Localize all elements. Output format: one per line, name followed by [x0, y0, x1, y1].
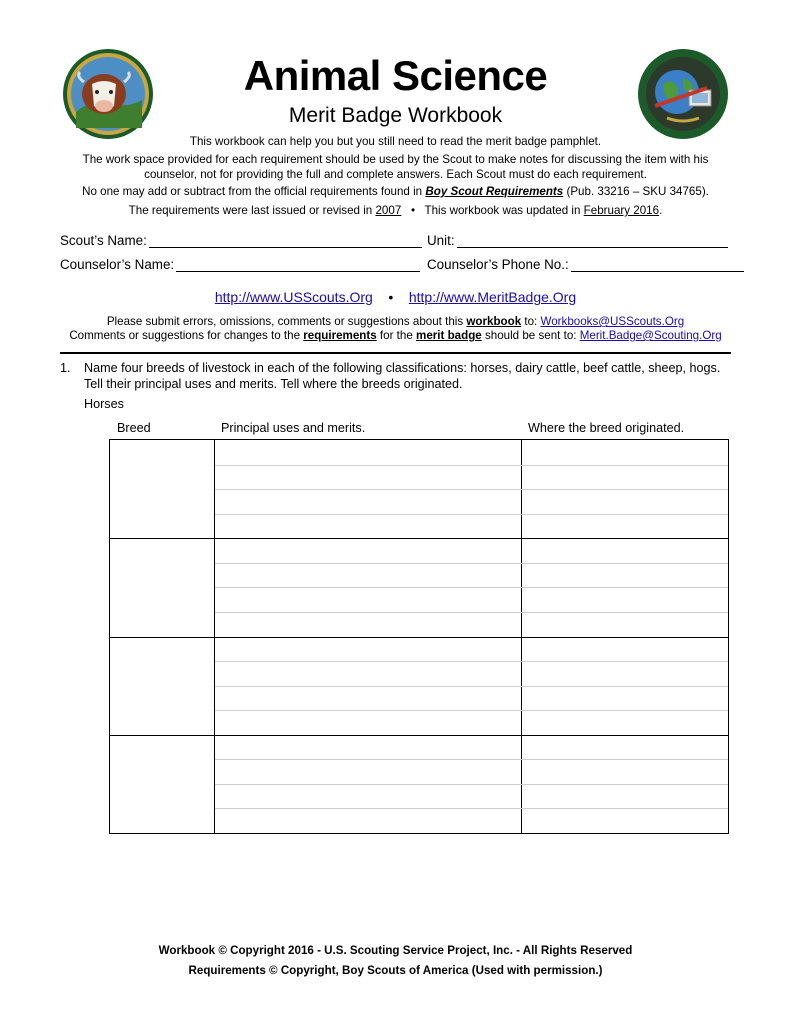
- page-subtitle: Merit Badge Workbook: [288, 104, 503, 127]
- submit-line-2-to: should be sent to:: [481, 329, 580, 342]
- bullet-separator: •: [410, 204, 416, 217]
- writing-line[interactable]: [215, 489, 728, 490]
- counselor-phone-input-line[interactable]: [571, 258, 744, 272]
- submit-line-2-text: Comments or suggestions for changes to the: [69, 329, 304, 342]
- row-divider: [110, 538, 728, 539]
- links-separator: •: [388, 289, 394, 305]
- writing-line[interactable]: [215, 587, 728, 588]
- intro-line-1: This workbook can help you but you still need to read the merit badge pamphlet.: [189, 135, 602, 148]
- counselor-phone-label: Counselor’s Phone No.:: [427, 257, 569, 272]
- workbook-emphasis: workbook: [466, 315, 522, 328]
- unit-label: Unit:: [427, 233, 455, 248]
- writing-line[interactable]: [215, 612, 728, 613]
- counselor-name-label: Counselor’s Name:: [60, 257, 175, 272]
- column-header-breed: Breed: [117, 421, 151, 435]
- issued-label: The requirements were last issued or revised in: [128, 204, 376, 217]
- counselor-phone-field[interactable]: [427, 257, 744, 272]
- counselor-name-input-line[interactable]: [176, 258, 420, 272]
- row-divider: [110, 637, 728, 638]
- meritbadge-link[interactable]: http://www.MeritBadge.Org: [408, 289, 577, 305]
- page-title: Animal Science: [243, 52, 548, 99]
- intro-line-3-sku: (Pub. 33216 – SKU 34765).: [563, 185, 709, 198]
- writing-line[interactable]: [215, 661, 728, 662]
- column-header-origin: Where the breed originated.: [528, 421, 685, 435]
- counselor-name-field[interactable]: [60, 257, 420, 272]
- updated-period: .: [659, 204, 663, 217]
- intro-line-3-text: No one may add or subtract from the official requirements found in: [82, 185, 426, 198]
- updated-date: February 2016: [583, 204, 660, 217]
- writing-line[interactable]: [215, 784, 728, 785]
- submit-line-2: [60, 329, 731, 343]
- submit-line-1: [60, 315, 731, 329]
- writing-line[interactable]: [215, 710, 728, 711]
- merit-badge-emphasis: merit badge: [416, 329, 482, 342]
- writing-line[interactable]: [215, 808, 728, 809]
- writing-line[interactable]: [215, 514, 728, 515]
- answer-table[interactable]: [109, 439, 729, 834]
- submit-line-1-to: to:: [521, 315, 541, 328]
- updated-label: This workbook was updated in: [424, 204, 584, 217]
- submit-info: [60, 315, 731, 343]
- unit-field[interactable]: [427, 233, 728, 248]
- scout-name-label: Scout’s Name:: [60, 233, 147, 248]
- requirement-text: Name four breeds of livestock in each of the following classifications: horses, dairy cattle, beef cattle, sheep, hogs. Tell their principal uses and merits. Tell where the breeds originated.: [84, 361, 721, 391]
- section-divider: [60, 352, 731, 354]
- scout-name-field[interactable]: [60, 233, 422, 248]
- scout-name-input-line[interactable]: [149, 234, 422, 248]
- workbooks-email-link[interactable]: Workbooks@USScouts.Org: [540, 315, 685, 328]
- links-row: [0, 289, 791, 305]
- column-header-uses: Principal uses and merits.: [221, 421, 366, 435]
- unit-input-line[interactable]: [457, 234, 728, 248]
- issued-year: 2007: [375, 204, 402, 217]
- writing-line[interactable]: [215, 759, 728, 760]
- requirement-subheading: Horses: [84, 397, 124, 411]
- requirement-1: [60, 360, 731, 392]
- intro-line-2: The work space provided for each requirement should be used by the Scout to make notes for discussing the item with his counselor, not for providing the full and complete answers. Each Scout must do each requirement.: [82, 153, 709, 181]
- merit-badge-email-link[interactable]: Merit.Badge@Scouting.Org: [579, 329, 722, 342]
- intro-line-3: [60, 184, 731, 199]
- writing-line[interactable]: [215, 563, 728, 564]
- submit-line-1-text: Please submit errors, omissions, comments or suggestions about this: [106, 315, 467, 328]
- revision-info: [60, 203, 731, 218]
- writing-line[interactable]: [215, 465, 728, 466]
- submit-line-2-for: for the: [376, 329, 417, 342]
- boy-scout-requirements-title: Boy Scout Requirements: [425, 185, 564, 198]
- usscouts-link[interactable]: http://www.USScouts.Org: [214, 289, 373, 305]
- requirement-number: 1.: [60, 361, 71, 375]
- footer-copyright: Workbook © Copyright 2016 - U.S. Scouting Service Project, Inc. - All Rights Reserved: [158, 944, 633, 957]
- writing-line[interactable]: [215, 686, 728, 687]
- requirements-emphasis: requirements: [303, 329, 377, 342]
- footer-requirements-copyright: Requirements © Copyright, Boy Scouts of America (Used with permission.): [188, 964, 603, 977]
- row-divider: [110, 735, 728, 736]
